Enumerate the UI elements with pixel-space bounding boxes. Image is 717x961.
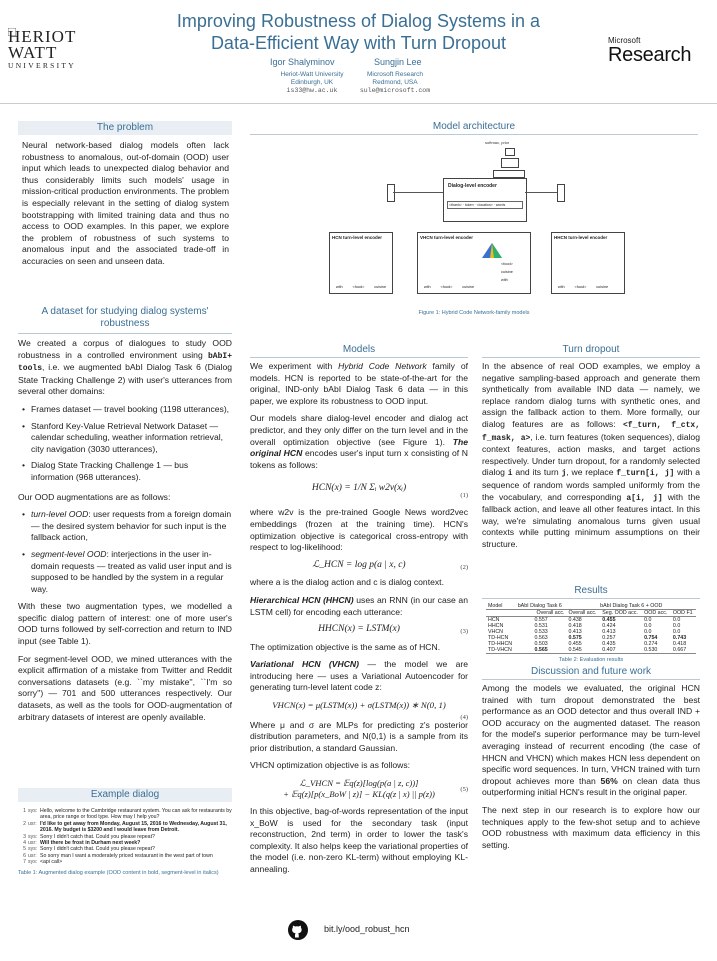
results-table	[486, 603, 696, 654]
results-model: TD-VHCN	[488, 647, 512, 653]
disc-text-b: on clean data thus outperforming initial HCN's result in the original paper.	[482, 775, 700, 798]
example-dialog	[18, 808, 232, 876]
results-cell: 0.435	[602, 641, 616, 647]
discussion-paragraph-1	[482, 683, 700, 799]
token-label: <food>	[352, 285, 365, 289]
augmentation-item	[25, 549, 232, 595]
turn-number: 6	[23, 852, 26, 859]
results-cell: 0.0	[644, 623, 652, 629]
turn-text: Hello, welcome to the Cambridge restaurant system. You can ask for restaurants by area, price range or food type. How may I help you?	[40, 808, 232, 821]
td-code-i: i	[507, 469, 513, 479]
example-caption: Table 1: Augmented dialog example (OOD content in bold, segment-level in italics)	[18, 869, 219, 876]
equation-3-text: HHCN(x) = LSTM(x)	[318, 624, 400, 635]
results-row	[486, 647, 696, 654]
results-cell: 0.274	[644, 641, 658, 647]
results-model: VHCN	[488, 629, 504, 635]
hcn-arrow	[393, 192, 443, 193]
dialog-encoder-box	[443, 178, 527, 222]
problem-text	[22, 140, 229, 274]
equation-3	[250, 624, 468, 636]
models-paragraph-7	[250, 659, 468, 694]
results-cell: 0.565	[534, 647, 548, 653]
td-code-j: j	[561, 469, 567, 479]
softmax-label: softmax, prior	[485, 140, 510, 145]
models-paragraph-5	[250, 595, 468, 618]
results-caption: Table 2: Evaluation results	[558, 657, 624, 663]
equation-5-line2: + 𝔼q(z)[p(x_BoW | z)] − KL(q(z | x) || p(z))	[283, 789, 435, 800]
turn-speaker: usr:	[28, 852, 37, 859]
affil1-email: is33@hw.ac.uk	[286, 87, 338, 94]
equation-1-text: HCN(x) = 1/N Σᵢ w2v(xᵢ)	[311, 483, 407, 494]
affil1-name: Heriot-Watt University	[280, 71, 344, 78]
models-title: Models	[342, 344, 376, 355]
equation-2-text: ℒ_HCN = log p(a | x, c)	[312, 559, 406, 570]
dataset-title-rule	[18, 333, 232, 334]
results-cell: 0.0	[672, 617, 681, 623]
results-col-header: OOD F1	[672, 610, 693, 616]
results-cell: 0.0	[644, 629, 652, 635]
footer-link[interactable]: bit.ly/ood_robust_hcn	[324, 924, 410, 934]
dialog-turn	[18, 859, 232, 865]
turn-text: Sorry I didn't catch that. Could you please repeat?	[40, 833, 155, 840]
models-p1-b: family of models. HCN is reported to be state-of-the-art for the original, IND-only bAbI Dialog Task 6 data — in this paper, we explore its robustness to OOD input.	[250, 361, 468, 406]
results-col-header: Overall acc.	[536, 610, 565, 616]
results-group1-header: bAbI Dialog Task 6	[517, 603, 562, 609]
action-box	[501, 158, 519, 168]
left-state-stack	[387, 184, 395, 202]
results-model: HHCN	[488, 623, 504, 629]
results-cell: 0.503	[534, 641, 548, 647]
softmax-box	[505, 148, 515, 156]
models-p2-a: Our models share dialog-level encoder and dialog act predictor, and they only differ on the turn level and in the overall optimization objective (see Figure 1).	[250, 413, 468, 447]
affil2-name: Microsoft Research	[367, 71, 423, 78]
turn-speaker: sys:	[28, 859, 38, 866]
hhcn-encoder-label: HHCN turn-level encoder	[554, 235, 608, 240]
results-model-header: Model	[488, 603, 503, 609]
vhcn-tokens	[419, 285, 479, 289]
models-paragraph-1	[250, 361, 468, 407]
models-paragraph-9: VHCN optimization objective is as follows:	[250, 760, 410, 771]
equation-5	[250, 778, 468, 800]
models-paragraph-8: Where μ and σ are MLPs for predicting z's posterior distribution parameters, and N(0,1) is a sample from its prior distribution, a standard Gaussian.	[250, 719, 468, 753]
results-cell: 0.418	[568, 623, 582, 629]
hhcn-tokens	[553, 285, 613, 289]
architecture-title-rule	[250, 134, 698, 135]
discussion-title-rule	[482, 679, 700, 680]
vhcn-encoder-label: VHCN turn-level encoder	[420, 235, 474, 240]
equation-4	[250, 700, 468, 722]
affil2-email: sule@microsoft.com	[359, 87, 431, 94]
right-state-stack	[557, 184, 565, 202]
results-cell: 0.0	[644, 617, 652, 623]
results-cell: 0.424	[602, 623, 616, 629]
results-col-empty	[486, 610, 516, 617]
equation-1	[250, 477, 468, 501]
author-2: Sungjin Lee	[374, 57, 422, 67]
results-cell: 0.575	[568, 635, 582, 641]
equation-1-number: (1)	[460, 492, 468, 500]
results-cell: 0.418	[672, 641, 687, 647]
dataset-intro	[18, 338, 232, 398]
latent-label: cuisine	[501, 270, 513, 274]
latent-label: <food>	[501, 262, 513, 266]
disc-bold: 56%	[600, 775, 618, 786]
github-icon	[288, 920, 308, 940]
token-label: cuisine	[462, 285, 475, 289]
turn-dropout-title-rule	[482, 357, 700, 358]
vhcn-text: — the model we are introducing here — uses a Variational Autoencoder for generating turn-level latent code z:	[250, 659, 468, 693]
aug2-term: segment-level OOD	[31, 548, 107, 559]
architecture-caption: Figure 1: Hybrid Code Network-family models	[418, 310, 530, 316]
equation-4-number: (4)	[460, 714, 468, 722]
turn-text: So sorry man I want a moderately priced restaurant in the west part of town	[40, 852, 213, 859]
token-label: cuisine	[596, 285, 609, 289]
results-title-rule	[482, 598, 700, 599]
features-bar: <thanh> · token · <location> · words	[447, 201, 523, 209]
author-1: Igor Shalyminov	[270, 57, 335, 67]
turn-dropout-title: Turn dropout	[562, 344, 620, 355]
token-label: cuisine	[374, 285, 387, 289]
results-cell: 0.407	[602, 647, 616, 653]
hcn-encoder-label: HCN turn-level encoder	[332, 235, 383, 240]
results-cell: 0.455	[568, 641, 582, 647]
gaussian-peak-icon	[480, 241, 504, 261]
turn-speaker: sys:	[28, 833, 38, 840]
models-title-rule	[250, 357, 468, 358]
td-code-fturn: f_turn[i, j]	[616, 469, 675, 479]
turn-dropout-body	[482, 361, 700, 557]
discussion-body	[482, 683, 700, 857]
results-col-header: Seg. OOD acc.	[602, 610, 638, 616]
dataset-intro-b: , i.e. we augmented bAbI Dialog Task 6 (Dialog State Tracking Challenge 2) with user's utterances from several other domains:	[18, 362, 232, 397]
turn-text: Will there be frost in Durham next week?	[40, 840, 141, 847]
turn-number: 7	[23, 859, 26, 866]
results-col-header: Overall acc.	[568, 610, 597, 616]
augmentation-list	[18, 509, 232, 595]
token-label: <food>	[574, 285, 587, 289]
dialog-turn	[18, 821, 232, 834]
results-title: Results	[574, 585, 608, 596]
dataset-title	[18, 306, 232, 330]
models-paragraph-6: The optimization objective is the same as of HCN.	[250, 641, 441, 652]
results-cell: 0.531	[534, 623, 548, 629]
turn-speaker: usr:	[28, 820, 37, 827]
ms-logo-big: Research	[608, 44, 692, 66]
token-label: with	[423, 285, 431, 289]
td-text-c: and its turn	[512, 467, 562, 478]
disc-text-a: Among the models we evaluated, the original HCN trained with turn dropout demonstrated the best performance as an OOD detector and thus overall IND + OOD accuracy on the augmented dataset. The reason for the model's superior performance may be turn-level averaging instead of recurrent encoding (the case of HHCN and VHCN) which makes HCN less dependent on specific word sequences. In turn, VHCN trained with turn dropout achieves more than	[482, 683, 700, 786]
turn-dropout-paragraph	[482, 361, 700, 551]
turn-speaker: sys:	[28, 808, 38, 814]
affiliation-2	[345, 71, 445, 95]
results-cell: 0.743	[672, 635, 687, 641]
results-column-header	[486, 610, 696, 617]
models-p2-b: encodes user's input turn x consisting of N tokens as follows:	[250, 448, 468, 470]
results-model: HCN	[488, 617, 500, 623]
aug1-term: turn-level OOD	[31, 509, 89, 520]
models-paragraph-2	[250, 413, 468, 471]
discussion-paragraph-2: The next step in our research is to explore how our techniques apply to the few-shot setup and to achieve OOD robustness with maximum data efficiency in this setting.	[482, 804, 700, 850]
architecture-title: Model architecture	[432, 121, 516, 132]
token-label: with	[335, 285, 343, 289]
augmentation-intro: Our OOD augmentations are as follows:	[18, 491, 171, 502]
models-paragraph-3: where w2v is the pre-trained Google News word2vec embeddings (frozen at the training time). HCN's optimization objective is categorical cross-entropy with respect to log-likelihood:	[250, 507, 468, 553]
turn-speaker: sys:	[28, 846, 38, 853]
results-cell: 0.754	[644, 635, 658, 641]
results-cell: 0.438	[568, 617, 582, 623]
dataset-title-line1: A dataset for studying dialog systems'	[41, 306, 209, 317]
td-code-a: a[i, j]	[626, 493, 663, 503]
hw-crest-icon	[8, 28, 16, 36]
results-cell: 0.0	[672, 629, 681, 635]
results-cell: 0.0	[672, 623, 681, 629]
turn-text: I'd like to get away from Monday, August 15, 2016 to Wednesday, August 31, 2016. My budget is $3200 and I would leave from Detroit.	[40, 820, 227, 834]
equation-2-number: (2)	[460, 563, 468, 571]
dataset-intro-a: We created a corpus of dialogues to study OOD robustness in a controlled environment using	[18, 338, 232, 360]
results-table-wrap	[486, 603, 696, 663]
footer-link-group[interactable]	[288, 920, 448, 942]
results-cell: 0.530	[644, 647, 658, 653]
equation-5-number: (5)	[460, 786, 468, 794]
hw-logo	[8, 28, 93, 78]
td-code-features: <f_turn, f_ctx, f_mask, a>	[482, 420, 700, 443]
turn-speaker: usr:	[28, 840, 37, 847]
predictor-box	[493, 170, 525, 178]
results-col-header: OOD acc.	[644, 610, 668, 616]
dataset-title-line2: robustness	[100, 318, 150, 329]
dataset-body	[18, 338, 232, 729]
hhcn-text: uses an RNN (in our case an LSTM cell) for encoding each utterance:	[250, 594, 468, 617]
models-p1-i: Hybrid Code Network	[338, 361, 427, 371]
poster-title	[130, 10, 587, 54]
title-line2: Data-Efficient Way with Turn Dropout	[210, 33, 507, 53]
latent-label: with	[501, 278, 508, 282]
vhcn-term: Variational HCN (VHCN)	[250, 659, 359, 670]
td-text-b: , i.e. turn features (token sequences), dialog context features, action masks, and target actions respectively. Under turn dropout, for a randomly selected dialog	[482, 431, 700, 478]
hw-logo-line2: WATT	[8, 43, 58, 62]
turn-number: 5	[23, 846, 26, 853]
dataset-source-item: • Stanford Key-Value Retrieval Network Dataset — calendar scheduling, weather information retrieval, city navigation (3030 utterances),	[25, 421, 232, 456]
turn-text: <api call>	[40, 859, 63, 866]
results-cell: 0.557	[534, 617, 548, 623]
aug1-text: : user requests from a foreign domain — the desired system behavior for such input is the fallback action,	[31, 509, 232, 543]
td-text-f: with the fallback action, and leave all other features intact. In this way, we're simulating anomalous turns given usual contexts while putting minimum assumptions on their structure.	[482, 491, 701, 549]
models-p1-a: We experiment with	[250, 361, 339, 371]
dataset-source-item: • Frames dataset — travel booking (1198 utterances),	[25, 404, 232, 416]
token-label: with	[557, 285, 565, 289]
results-cell: 0.455	[602, 617, 616, 623]
token-label: <food>	[440, 285, 453, 289]
aug2-text: : interjections in the user in-domain requests — treated as valid user input and is supposed to be handled by the system in a regular way.	[31, 548, 232, 594]
results-cell: 0.413	[602, 629, 616, 635]
models-body	[250, 361, 468, 882]
models-paragraph-4: where a is the dialog action and c is dialog context.	[250, 577, 444, 588]
dialog-turn	[18, 808, 232, 821]
results-cell: 0.545	[568, 647, 582, 653]
dataset-sources-list	[18, 404, 232, 484]
turn-text: Sorry I didn't catch that. Could you please repeat?	[40, 846, 155, 853]
affil2-city: Redmond, USA	[372, 79, 418, 86]
affil1-city: Edinburgh, UK	[290, 79, 334, 86]
equation-5-line1: ℒ_VHCN = 𝔼q(z)[log(p(a | z, c))]	[299, 778, 419, 789]
segment-level-paragraph: For segment-level OOD, we mined utterances with the explicit affirmation of a mistake from Twitter and Reddit conversations datasets (e.g. ``my mistake'', ``I'm so sorry'') — 701 and 500 utterances respectively. Our datasets, as well as the tools for OOD-augmentation of arbitrary datasets of interest are openly available.	[18, 653, 232, 722]
turn-number: 4	[23, 840, 26, 847]
results-cell: 0.563	[534, 635, 548, 641]
ms-logo-small: Microsoft	[608, 36, 641, 45]
example-title: Example dialog	[18, 788, 232, 802]
problem-paragraph: Neural network-based dialog models often lack robustness to anomalous, out-of-domain (OOD) user input which leads to unexpected dialog behavior and thus considerably limits such models' usage in mission-critical production environments. The problem is especially relevant in the setting of dialog system bootstrapping with limited training data and thus no access to OOD examples. In this paper, we explore the problem of robustness of such systems to anomalous input and the associated trade-off in accuracies on seen and unseen data.	[22, 140, 229, 266]
results-model: TD-HHCN	[488, 641, 513, 647]
turn-level-paragraph: With these two augmentation types, we modelled a specific dialog pattern of interest: one of more user's OOD turns followed by self-correction and return to IND input (see Table 1).	[18, 601, 232, 647]
results-group2-header: bAbI Dialog Task 6 + OOD	[600, 603, 663, 609]
td-text-d: , we replace	[566, 467, 617, 478]
td-text-a: In the absence of real OOD examples, we employ a negative sampling-based approach and generate them synthetically from available IND data — namely, we replace random dialog turns with synthetic ones, and assign the fallback action to them. More formally, our dialog features are as follows:	[482, 361, 700, 429]
hcn-tokens	[331, 285, 391, 289]
turn-number: 2	[23, 820, 26, 827]
architecture-figure	[325, 140, 625, 305]
turn-number: 1	[23, 808, 26, 814]
equation-4-text: VHCN(x) = μ(LSTM(x)) + σ(LSTM(x)) ∗ N(0, 1)	[272, 700, 446, 711]
turn-number: 3	[23, 833, 26, 840]
results-cell: 0.413	[568, 629, 582, 635]
dataset-intro-code: bAbI+ tools	[18, 351, 232, 374]
results-cell: 0.533	[534, 629, 548, 635]
hw-logo-line1: HERIOT	[8, 27, 77, 46]
discussion-title: Discussion and future work	[530, 666, 652, 677]
td-text-e: with a sequence of random words sampled uniformly from the the vocabulary, and corresponding	[482, 467, 700, 502]
vhcn-latent-labels	[501, 260, 513, 284]
hhcn-arrow	[525, 192, 557, 193]
results-model: TD-HCN	[488, 635, 509, 641]
problem-title: The problem	[18, 121, 232, 135]
hhcn-term: Hierarchical HCN (HHCN)	[250, 594, 354, 605]
dataset-source-item: • Dialog State Tracking Challenge 1 — bus information (968 utterances).	[25, 460, 232, 483]
dialog-encoder-label: Dialog-level encoder	[448, 183, 497, 189]
models-p2-i: The original HCN	[250, 436, 468, 459]
ms-research-logo	[608, 36, 708, 65]
augmentation-item	[25, 509, 232, 544]
title-line1: Improving Robustness of Dialog Systems in a	[176, 11, 541, 31]
results-cell: 0.667	[672, 647, 687, 653]
header-rule	[0, 103, 717, 104]
equation-2	[250, 560, 468, 572]
hw-logo-line3: UNIVERSITY	[8, 61, 76, 70]
equation-3-number: (3)	[460, 628, 468, 636]
results-cell: 0.257	[602, 635, 616, 641]
models-paragraph-10: In this objective, bag-of-words representation of the input x_BoW is used for the secondary task (input reconstruction, 2nd term) in order to lower the task's complexity. It also helps keep the variational properties of the model (i.e. non-zero KL-term) without employing KL-annealing.	[250, 806, 468, 874]
